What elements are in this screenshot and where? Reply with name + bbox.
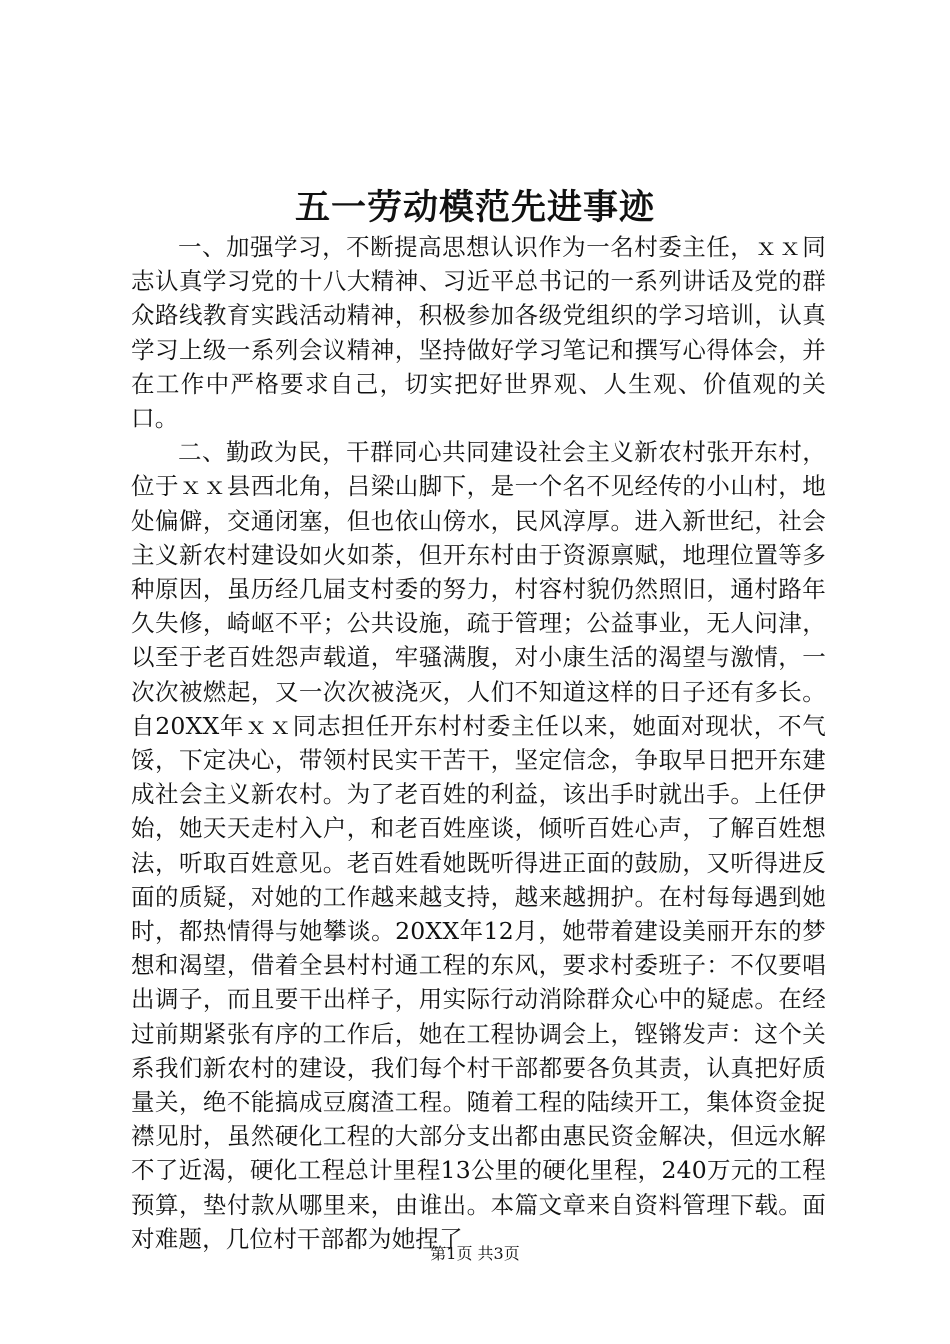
paragraph-diligent-governance: 二、勤政为民，干群同心共同建设社会主义新农村张开东村，位于ｘｘ县西北角，吕梁山脚下，是一个名不见经传的小山村，地处偏僻，交通闭塞，但也依山傍水，民风淳厚。进入新世纪，社会主义新农村建设如火如荼，但开东村由于资源禀赋，地理位置等多种原因，虽历经几届支村委的努力，村容村貌仍然照旧，通村路年久失修，崎岖不平；公共设施，疏于管理；公益事业，无人问津，以至于老百姓怨声载道，牢骚满腹，对小康生活的渴望与激情，一次次被燃起，又一次次被浇灭，人们不知道这样的日子还有多长。自20XX年ｘｘ同志担任开东村村委主任以来，她面对现状，不气馁，下定决心，带领村民实干苦干，坚定信念，争取早日把开东建成社会主义新农村。为了老百姓的利益，该出手时就出手。上任伊始，她天天走村入户，和老百姓座谈，倾听百姓心声，了解百姓想法，听取百姓意见。老百姓看她既听得进正面的鼓励，又听得进反面的质疑，对她的工作越来越支持，越来越拥护。在村每每遇到她时，都热情得与她攀谈。20XX年12月，她带着建设美丽开东的梦想和渴望，借着全县村村通工程的东风，要求村委班子：不仅要唱出调子，而且要干出样子，用实际行动消除群众心中的疑虑。在经过前期紧张有序的工作后，她在工程协调会上，铿锵发声：这个关系我们新农村的建设，我们每个村干部都要各负其责，认真把好质量关，绝不能搞成豆腐渣工程。随着工程的陆续开工，集体资金捉襟见肘，虽然硬化工程的大部分支出都由惠民资金解决，但远水解不了近渴，硬化工程总计里程13公里的硬化里程，240万元的工程预算，垫付款从哪里来，由谁出。本篇文章来自资料管理下载。面对难题，几位村干部都为她捏了 — [131, 438, 826, 1253]
document-body — [131, 230, 826, 1256]
document-title: 五一劳动模范先进事迹 — [294, 187, 655, 228]
paragraph-study: 一、加强学习，不断提高思想认识作为一名村委主任，ｘｘ同志认真学习党的十八大精神、习近平总书记的一系列讲话及党的群众路线教育实践活动精神，积极参加各级党组织的学习培训，认真学习上级一系列会议精神，坚持做好学习笔记和撰写心得体会，并在工作中严格要求自己，切实把好世界观、人生观、价值观的关口。 — [131, 233, 826, 433]
page-number: 第1页 共3页 — [430, 1244, 520, 1263]
